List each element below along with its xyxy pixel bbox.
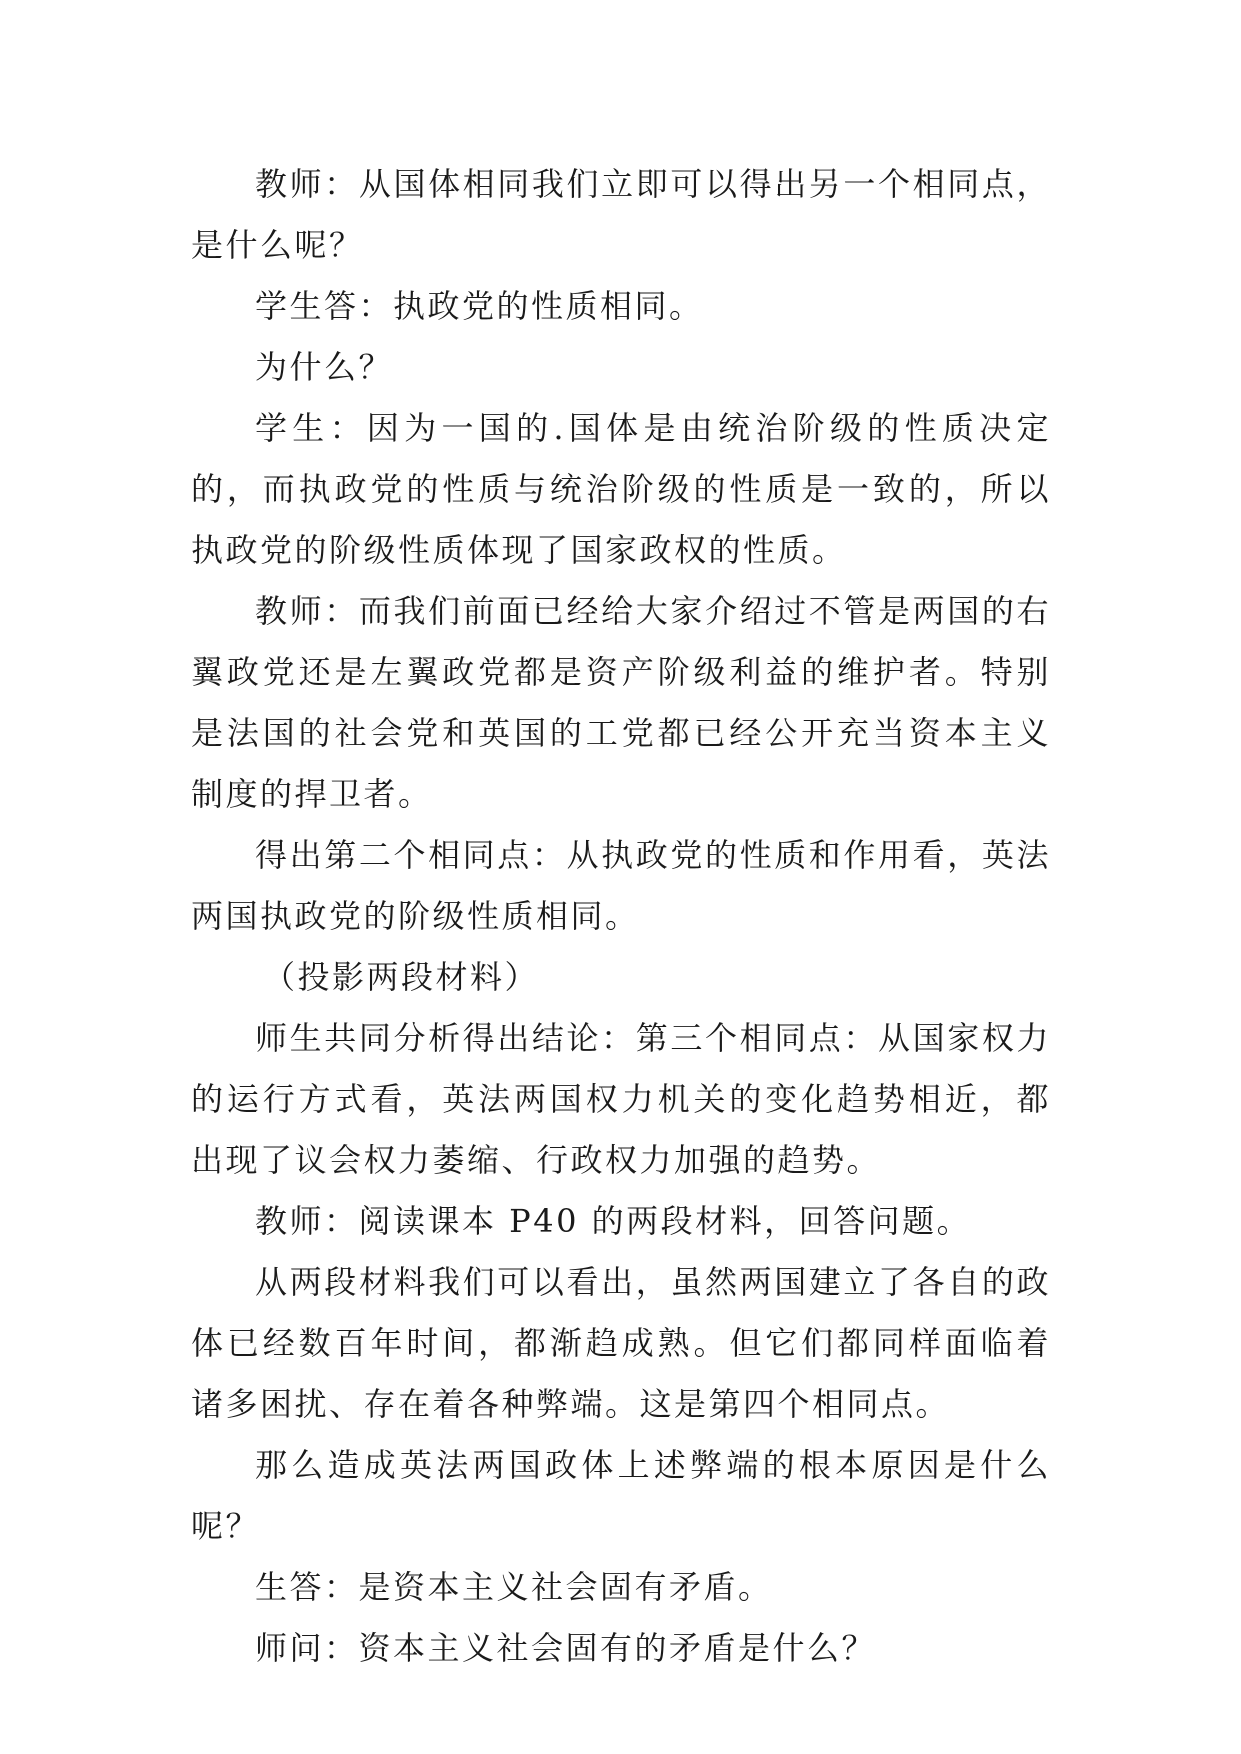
paragraph-root-cause-question: 那么造成英法两国政体上述弊端的根本原因是什么呢？ [191,1446,1051,1545]
paragraph-student-answer-2: 生答：是资本主义社会固有矛盾。 [255,1568,773,1606]
paragraph-fourth-common-point: 从两段材料我们可以看出，虽然两国建立了各自的政体已经数百年时间，都渐趋成熟。但它们都同样面临着诸多困扰、存在着各种弊端。这是第四个相同点。 [191,1263,1051,1423]
paragraph-teacher-question-1: 教师：从国体相同我们立即可以得出另一个相同点，是什么呢？ [191,165,1051,264]
paragraph-second-common-point: 得出第二个相同点：从执政党的性质和作用看，英法两国执政党的阶级性质相同。 [191,836,1051,935]
paragraph-student-answer-1: 学生答：执政党的性质相同。 [255,287,704,325]
paragraph-teacher-question-2: 师问：资本主义社会固有的矛盾是什么？ [255,1629,877,1667]
paragraph-projection-note: （投影两段材料） [263,958,540,996]
paragraph-teacher-parties: 教师：而我们前面已经给大家介绍过不管是两国的右翼政党还是左翼政党都是资产阶级利益的维护者。特别是法国的社会党和英国的工党都已经公开充当资本主义制度的捍卫者。 [191,592,1051,813]
paragraph-third-common-point: 师生共同分析得出结论：第三个相同点：从国家权力的运行方式看，英法两国权力机关的变化趋势相近，都出现了议会权力萎缩、行政权力加强的趋势。 [191,1019,1051,1179]
paragraph-why: 为什么？ [255,348,394,386]
paragraph-student-explanation: 学生：因为一国的.国体是由统治阶级的性质决定的，而执政党的性质与统治阶级的性质是一致的，所以执政党的阶级性质体现了国家政权的性质。 [191,409,1051,569]
document-body [191,154,1051,1679]
paragraph-teacher-reading: 教师：阅读课本 P40 的两段材料，回答问题。 [255,1202,972,1240]
